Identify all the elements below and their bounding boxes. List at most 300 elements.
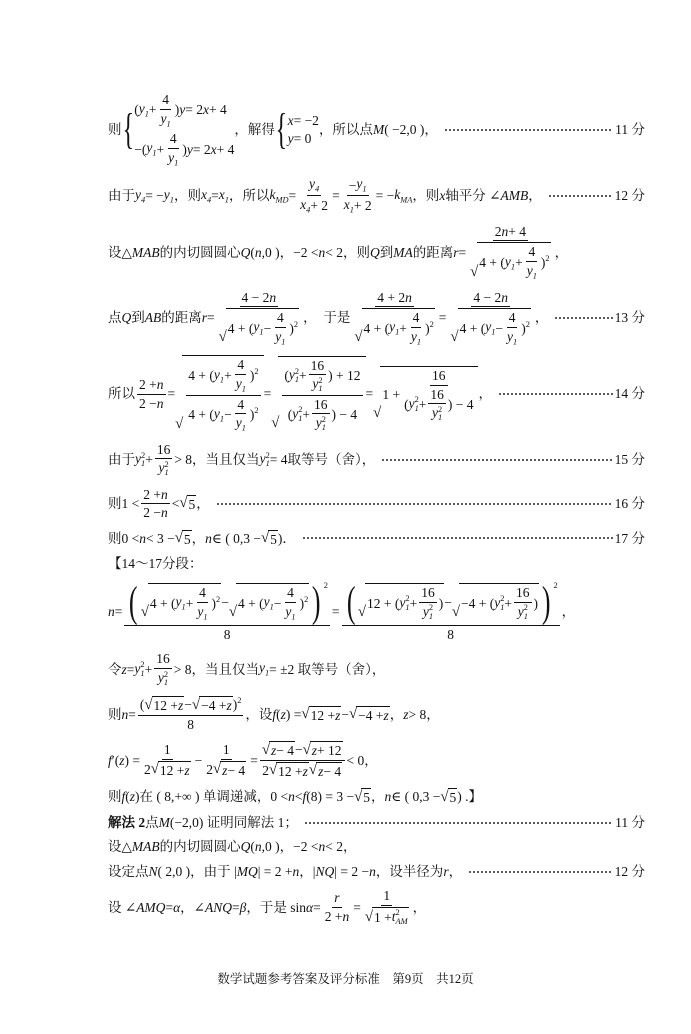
text-run: − xyxy=(224,407,232,422)
subscript: 1 xyxy=(181,602,186,612)
left-paren: ( xyxy=(346,578,356,626)
text-run: 4 xyxy=(528,244,536,260)
math-variable xyxy=(289,367,299,384)
numerator xyxy=(514,585,532,603)
superscript: 2 xyxy=(293,319,299,329)
subscript: 1 xyxy=(321,423,326,433)
text-run: ) = xyxy=(124,752,140,768)
subscript: 4 xyxy=(141,195,146,205)
text-run: ) xyxy=(249,367,255,383)
radicand xyxy=(226,308,299,346)
text-run: ，所以 xyxy=(228,187,270,203)
numerator xyxy=(275,310,286,328)
subscript: MD xyxy=(275,195,289,205)
square-root xyxy=(358,583,444,621)
score-marker: 16 分 xyxy=(614,495,645,511)
text-run: 2 − xyxy=(143,505,161,521)
numerator xyxy=(160,92,171,110)
variable-name: y xyxy=(356,176,363,192)
denominator xyxy=(186,396,260,433)
text-run: = xyxy=(250,752,258,768)
text-run: (−2,0) 证明同解法 1； xyxy=(169,814,298,830)
radical-sign: √ xyxy=(213,761,222,778)
text-run: ( xyxy=(276,706,281,722)
variable-name: y xyxy=(135,451,141,467)
solution-line xyxy=(108,355,645,432)
math-variable xyxy=(293,864,300,880)
fraction xyxy=(186,357,260,432)
subscript: 1 xyxy=(513,337,518,347)
text-run: + xyxy=(156,141,165,157)
subscript: 1 xyxy=(291,612,296,622)
variable-name: z xyxy=(335,707,341,723)
math-variable xyxy=(253,319,263,337)
math-variable xyxy=(501,224,508,240)
text-run: −( xyxy=(134,141,147,157)
text-run: 2 + xyxy=(139,377,157,393)
text-run: − xyxy=(273,595,282,611)
text-run: − xyxy=(194,752,203,768)
subscript: 1 xyxy=(294,375,300,384)
radicand xyxy=(220,761,246,779)
variable-name: r xyxy=(201,310,208,326)
math-variable xyxy=(201,187,211,205)
text-run: 5 xyxy=(449,790,457,806)
variable-name: Q xyxy=(121,310,132,326)
variable-name: z xyxy=(222,762,228,778)
solution-line xyxy=(108,556,645,572)
superscript: 2 xyxy=(318,375,323,385)
math-variable xyxy=(411,329,421,347)
text-run: 16 xyxy=(156,441,171,457)
text-run: + 4 xyxy=(208,102,227,118)
variable-name: n xyxy=(156,377,164,393)
math-variable xyxy=(159,815,170,831)
math-variable xyxy=(240,900,247,916)
variable-name: y xyxy=(292,405,299,421)
variable-name: y xyxy=(309,176,315,192)
radicand xyxy=(269,741,295,759)
variable-name: MA xyxy=(393,244,413,260)
radicand xyxy=(362,308,435,346)
solution-line xyxy=(108,530,645,548)
math-variable xyxy=(237,697,241,713)
text-run: ( xyxy=(287,406,293,422)
math-variable xyxy=(219,187,229,205)
solution-line xyxy=(108,176,645,214)
text-run: 所以 xyxy=(108,386,135,402)
math-variable xyxy=(383,708,388,724)
square-root xyxy=(354,308,434,346)
text-run: 4 xyxy=(237,357,245,373)
variable-name: M xyxy=(372,121,385,137)
bold-label: 解法 2 xyxy=(108,814,146,830)
text-run: 4 + ( xyxy=(188,367,214,383)
solution-line xyxy=(108,290,645,347)
subscript: 1 xyxy=(491,327,496,337)
subscript: 1 xyxy=(141,459,146,469)
score-marker: 12 分 xyxy=(614,863,645,879)
math-variable xyxy=(259,660,269,678)
system-row xyxy=(134,92,234,128)
text-run: 2 + xyxy=(143,486,161,502)
radicand xyxy=(316,762,342,780)
subscript: 1 xyxy=(163,677,169,687)
text-run: (8) = 3 − xyxy=(306,789,355,805)
system-row xyxy=(288,131,319,147)
variable-name: z xyxy=(184,762,190,778)
math-variable xyxy=(319,245,326,261)
math-variable xyxy=(393,245,413,261)
radicand xyxy=(477,242,550,280)
denominator xyxy=(273,328,287,347)
radicand xyxy=(187,495,197,513)
text-run: 到 xyxy=(131,310,145,326)
text-run: 5 xyxy=(188,496,196,512)
square-root xyxy=(354,788,371,806)
solution-line xyxy=(108,864,645,880)
text-run: 4 + ( xyxy=(479,254,505,270)
math-variable xyxy=(507,329,517,347)
radicand xyxy=(356,706,390,724)
text-run: 1 xyxy=(383,888,391,904)
radical-sign: √ xyxy=(451,604,460,621)
variable-name: r xyxy=(443,863,449,879)
subscript: 4 xyxy=(306,205,311,215)
score-marker: 17 分 xyxy=(614,530,645,546)
numerator xyxy=(381,888,392,906)
math-variable xyxy=(237,864,258,880)
subscript: 1 xyxy=(416,337,422,347)
math-variable xyxy=(236,376,246,394)
text-run: ∈ ( 0,3 − xyxy=(211,530,261,546)
text-run: 4 + ( xyxy=(188,407,214,422)
variable-name: z xyxy=(280,706,286,722)
variable-name: y xyxy=(432,405,439,421)
math-variable xyxy=(312,376,322,393)
math-variable xyxy=(255,839,262,855)
math-variable xyxy=(108,604,115,620)
variable-name: z xyxy=(119,752,125,768)
variable-name: y xyxy=(134,660,141,676)
text-run: + xyxy=(148,102,157,118)
text-run: ，∠ xyxy=(180,899,205,915)
math-variable xyxy=(369,864,376,880)
text-run: ) xyxy=(438,595,444,611)
fraction xyxy=(448,290,532,347)
solution-line xyxy=(108,815,645,831)
score-marker: 11 分 xyxy=(615,814,645,830)
math-variable xyxy=(139,101,149,119)
text-run: 1 xyxy=(163,742,171,758)
variable-name: z xyxy=(178,698,184,714)
fraction xyxy=(283,585,297,621)
superscript: 2 xyxy=(438,404,443,414)
math-variable xyxy=(316,415,326,432)
denominator xyxy=(166,149,180,168)
math-variable xyxy=(545,255,549,271)
denominator xyxy=(421,603,435,621)
fraction xyxy=(312,397,330,433)
fraction xyxy=(137,377,166,411)
denominator xyxy=(363,906,411,926)
text-run: 16 xyxy=(156,651,170,667)
variable-name: AMQ xyxy=(136,899,166,915)
math-variable xyxy=(214,367,224,385)
fraction xyxy=(342,578,560,643)
variable-name: z xyxy=(270,743,277,759)
math-variable xyxy=(300,197,310,215)
subscript: 1 xyxy=(166,118,171,128)
text-run: ( xyxy=(284,367,289,383)
math-variable xyxy=(168,150,178,168)
math-variable xyxy=(157,396,164,412)
text-run: − 4 xyxy=(227,762,246,778)
text-run: 的内切圆圆心 xyxy=(159,839,241,855)
square-root xyxy=(141,583,221,621)
denominator xyxy=(430,404,444,422)
sub-sup xyxy=(322,416,326,433)
text-run: ) xyxy=(232,697,238,713)
subscript: 1 xyxy=(152,148,157,158)
text-run: 【14～17分段： xyxy=(108,556,203,572)
text-run: ， 于是 xyxy=(303,310,351,326)
fraction xyxy=(234,357,248,393)
numerator xyxy=(168,131,179,149)
radical-sign: √ xyxy=(302,741,311,758)
text-run: = 0 xyxy=(293,131,312,147)
radical-sign: √ xyxy=(348,705,358,722)
text-run: ， xyxy=(448,863,463,879)
text-run: ) xyxy=(289,320,294,336)
variable-name: M xyxy=(158,814,170,830)
left-brace: { xyxy=(122,106,134,154)
denominator xyxy=(342,196,374,215)
text-run: = 2 xyxy=(192,141,211,157)
denominator xyxy=(185,716,196,733)
math-variable xyxy=(373,122,384,138)
variable-name: y xyxy=(494,594,501,610)
numerator xyxy=(411,310,422,328)
superscript: 2 xyxy=(500,594,505,604)
superscript: 2 xyxy=(321,414,326,424)
math-variable xyxy=(173,900,180,916)
numerator xyxy=(141,487,170,505)
solution-line xyxy=(108,788,645,806)
fraction xyxy=(124,578,330,643)
text-run: ,0 )，−2 < xyxy=(261,839,319,855)
text-run: −4 + xyxy=(358,707,384,723)
radicand xyxy=(152,696,185,714)
variable-name: y xyxy=(315,415,322,431)
variable-name: x xyxy=(343,197,350,213)
subscript: 1 xyxy=(169,195,174,205)
text-run: 设定点 xyxy=(108,863,149,879)
math-variable xyxy=(136,900,165,916)
variable-name: x xyxy=(439,187,446,203)
text-run: + 2 xyxy=(353,198,372,214)
variable-name: y xyxy=(410,328,417,344)
math-variable xyxy=(294,321,298,337)
variable-name: n xyxy=(108,603,115,619)
text-run: 的距离 xyxy=(412,244,454,260)
denominator xyxy=(310,375,324,393)
text-run: + 4 xyxy=(216,141,235,157)
paren-content xyxy=(358,583,539,621)
dot-leader xyxy=(304,822,613,824)
numerator xyxy=(162,742,173,760)
dot-leader xyxy=(548,195,613,197)
text-run: < xyxy=(294,789,303,805)
denominator xyxy=(159,110,173,129)
radical-sign: √ xyxy=(175,415,184,432)
text-run: ) xyxy=(521,320,526,336)
sub-sup xyxy=(318,377,322,394)
radicand xyxy=(148,583,221,621)
text-run: < 0， xyxy=(346,752,378,768)
score-marker: 14 分 xyxy=(614,386,645,402)
superscript: 2 xyxy=(414,395,419,405)
dot-leader xyxy=(468,871,613,873)
text-run: 则0 < xyxy=(108,530,140,546)
math-variable xyxy=(236,415,246,433)
radical-sign: √ xyxy=(354,788,363,805)
math-variable xyxy=(304,596,308,612)
sub-sup xyxy=(524,604,528,621)
fraction xyxy=(419,585,437,621)
square-root xyxy=(271,356,365,433)
numerator xyxy=(493,224,528,242)
text-run: 16 xyxy=(430,386,444,402)
fraction xyxy=(514,585,532,621)
text-run: − xyxy=(184,697,192,713)
fraction xyxy=(363,888,411,926)
subscript: 1 xyxy=(265,459,270,469)
text-run: = xyxy=(167,386,176,402)
variable-name: n xyxy=(292,863,300,879)
variable-name: Q xyxy=(370,244,380,260)
fraction xyxy=(234,397,248,433)
sub-sup xyxy=(164,461,168,478)
left-paren: ( xyxy=(129,578,138,626)
text-run: ( xyxy=(134,102,139,118)
math-variable xyxy=(122,310,132,326)
text-run: + xyxy=(299,367,307,383)
dot-leader xyxy=(554,317,612,319)
text-run: 则 xyxy=(108,121,122,137)
superscript: 2 xyxy=(395,908,400,918)
radical-sign: √ xyxy=(218,329,227,346)
numerator xyxy=(285,585,296,603)
math-variable xyxy=(214,406,224,424)
solution-line xyxy=(108,92,645,167)
text-run: ( xyxy=(250,839,255,855)
dot-leader xyxy=(444,129,613,131)
variable-name: y xyxy=(213,405,220,421)
text-run: ) = xyxy=(285,706,302,722)
variable-name: t xyxy=(391,908,396,924)
subscript: 1 xyxy=(219,375,225,384)
math-variable xyxy=(135,451,145,468)
variable-name: y xyxy=(287,131,294,147)
radical-sign: √ xyxy=(271,415,280,432)
superscript: 2 xyxy=(429,319,434,329)
variable-name: n xyxy=(156,395,164,411)
superscript: 2 xyxy=(525,319,530,329)
text-run: ，设 xyxy=(245,706,273,722)
text-run: 轴平分 ∠ xyxy=(445,187,501,203)
math-variable xyxy=(505,254,515,272)
radicand xyxy=(365,583,444,621)
document-page xyxy=(108,92,645,926)
superscript: 2 xyxy=(523,603,528,613)
numerator xyxy=(312,397,330,415)
text-run: ) xyxy=(533,595,539,611)
denominator xyxy=(137,395,166,412)
numerator xyxy=(375,290,414,308)
text-run: ( −2,0 )， xyxy=(384,121,438,137)
radicand xyxy=(458,308,531,346)
subscript: 4 xyxy=(206,195,212,205)
text-run: ) xyxy=(211,595,217,611)
radical-sign: √ xyxy=(150,761,159,778)
variable-name: n xyxy=(369,863,376,879)
superscript: 2 xyxy=(545,253,550,263)
subscript: 1 xyxy=(395,327,400,337)
variable-name: n xyxy=(254,244,262,260)
numerator xyxy=(342,578,560,626)
text-run: ， xyxy=(554,244,569,260)
variable-name: x xyxy=(300,197,307,213)
text-run: + xyxy=(515,254,523,270)
system-row xyxy=(288,113,319,129)
numerator xyxy=(430,368,448,386)
text-run: ,0 )，−2 < xyxy=(261,244,319,260)
text-run: 4 xyxy=(412,310,420,326)
fraction xyxy=(204,742,248,778)
math-variable xyxy=(197,604,207,622)
denominator xyxy=(156,459,170,477)
math-variable xyxy=(385,789,392,805)
variable-name: x xyxy=(210,141,217,157)
text-run: 设△ xyxy=(108,244,132,260)
variable-name: n xyxy=(269,289,277,305)
math-variable xyxy=(145,310,162,326)
variable-name: N xyxy=(148,863,158,879)
numerator xyxy=(282,358,362,396)
solution-line xyxy=(108,741,645,779)
fraction xyxy=(352,290,436,347)
math-variable xyxy=(334,890,339,906)
variable-name: y xyxy=(186,141,193,157)
text-run: 的距离 xyxy=(161,310,202,326)
radicand xyxy=(380,366,478,422)
text-run: = − xyxy=(145,187,164,203)
solution-line xyxy=(108,888,645,926)
text-run: ) xyxy=(299,595,305,611)
variable-name: y xyxy=(263,594,270,610)
math-variable xyxy=(135,187,145,205)
fraction xyxy=(468,224,552,281)
left-brace: { xyxy=(275,106,287,154)
math-variable xyxy=(319,839,326,855)
text-run: 则 xyxy=(108,789,122,805)
subscript: MA xyxy=(400,195,413,205)
text-run: + xyxy=(409,595,418,611)
radical-sign: √ xyxy=(440,788,449,805)
text-run: ，设半径为 xyxy=(375,863,444,879)
text-run: 4 xyxy=(276,310,284,326)
